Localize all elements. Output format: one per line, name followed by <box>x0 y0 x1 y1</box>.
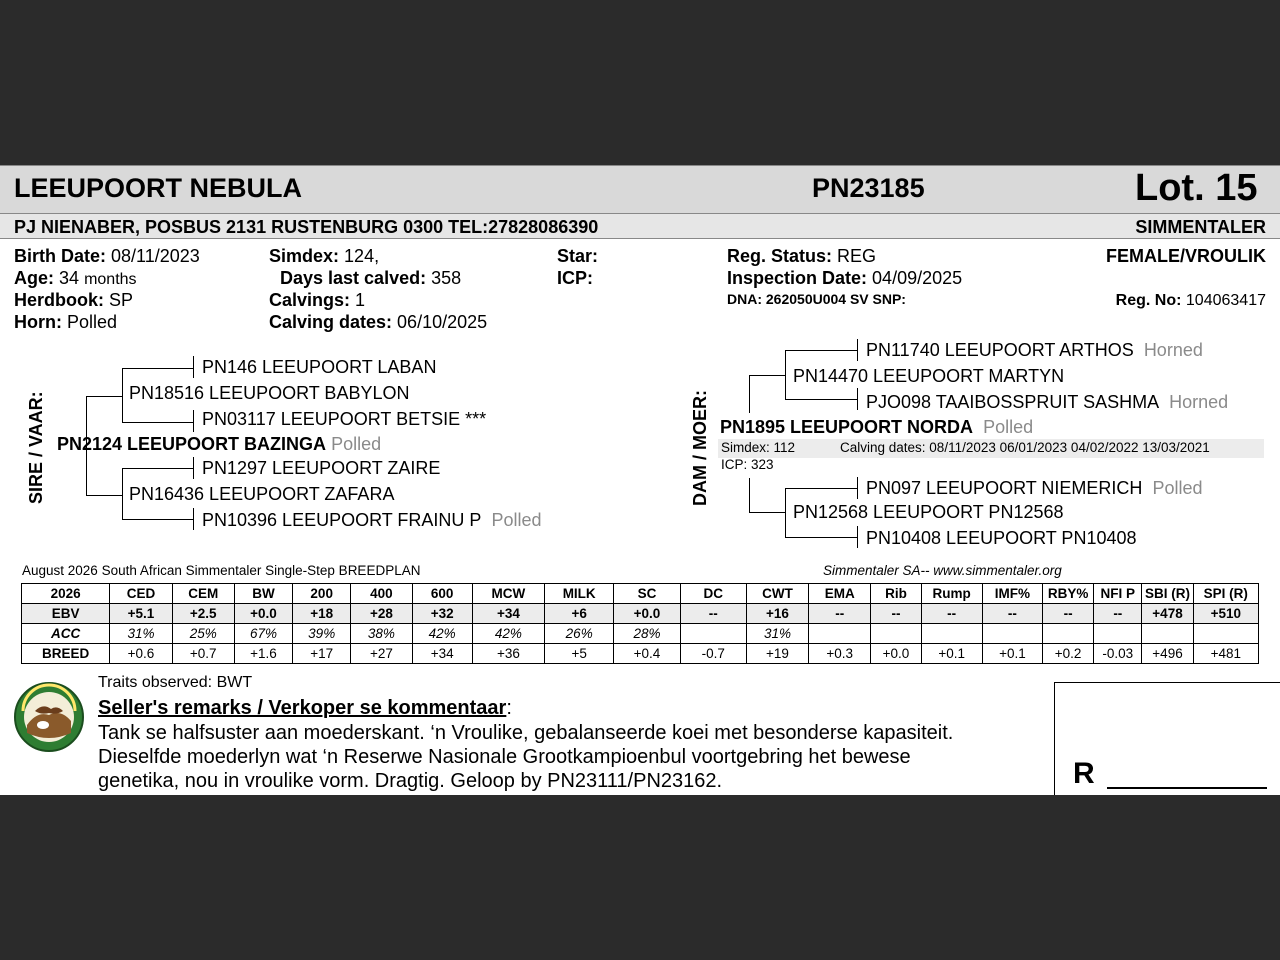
acc-cell <box>921 624 982 644</box>
sex: FEMALE/VROULIK <box>1106 246 1266 266</box>
traits-observed: Traits observed: BWT <box>98 674 253 691</box>
reg-status: Reg. Status: REG <box>727 246 877 266</box>
remarks-heading: Seller's remarks / Verkoper se kommentaar: <box>98 697 512 719</box>
remarks-line-1: Tank se halfsuster aan moederskant. ‘n Vroulike, gebalanseerde koei met besonderse kapasiteit. <box>98 722 954 744</box>
breed-cell: +0.2 <box>1043 644 1094 664</box>
breed-cell: +34 <box>412 644 472 664</box>
breed-cell: +1.6 <box>234 644 292 664</box>
dam-simdex: Simdex: 112 <box>721 440 796 455</box>
acc-cell: 42% <box>412 624 472 644</box>
breed-row-label: BREED <box>22 644 110 664</box>
simdex: Simdex: 124, <box>269 246 380 266</box>
acc-cell <box>680 624 746 644</box>
ebv-col-header: SBI (R) <box>1142 584 1193 604</box>
ebv-col-header: BW <box>234 584 292 604</box>
sire-dam: PN16436 LEEUPOORT ZAFARA <box>129 484 395 504</box>
acc-cell <box>871 624 921 644</box>
breed-row <box>22 644 1259 664</box>
ebv-cell: -- <box>871 604 921 624</box>
ebv-col-header: MCW <box>472 584 544 604</box>
ebv-col-header: CWT <box>746 584 808 604</box>
bid-box[interactable] <box>1054 682 1280 795</box>
ebv-col-header: Rib <box>871 584 921 604</box>
remarks-line-3: genetika, nou in vroulike vorm. Dragtig. Geloop by PN23111/PN23162. <box>98 770 723 792</box>
ebv-cell: +510 <box>1193 604 1258 624</box>
sire-sire: PN18516 LEEUPOORT BABYLON <box>129 383 410 403</box>
ebv-cell: +0.0 <box>614 604 680 624</box>
acc-cell <box>1142 624 1193 644</box>
acc-cell: 26% <box>545 624 614 644</box>
ebv-row <box>22 604 1259 624</box>
sire: PN2124 LEEUPOORT BAZINGA Polled <box>57 434 382 454</box>
acc-cell <box>1043 624 1094 644</box>
ebv-col-header: 600 <box>412 584 472 604</box>
ebv-col-header: Rump <box>921 584 982 604</box>
ebv-header-row <box>22 584 1259 604</box>
ebv-table <box>21 583 1259 664</box>
breed-cell: +0.1 <box>921 644 982 664</box>
ebv-cell: +478 <box>1142 604 1193 624</box>
sire-label: SIRE / VAAR: <box>26 391 46 504</box>
breed-cell: +481 <box>1193 644 1258 664</box>
ebv-col-header: IMF% <box>982 584 1042 604</box>
dam-icp: ICP: 323 <box>721 457 774 472</box>
sire-dam-sire: PN1297 LEEUPOORT ZAIRE <box>202 458 441 478</box>
dam: PN1895 LEEUPOORT NORDA Polled <box>720 417 1034 437</box>
ebv-cell: -- <box>1094 604 1142 624</box>
calving-dates: Calving dates: 06/10/2025 <box>269 312 488 332</box>
ebv-col-header: SC <box>614 584 680 604</box>
acc-cell: 39% <box>293 624 351 644</box>
ebv-col-header: EMA <box>809 584 871 604</box>
bid-currency-label: R <box>1073 757 1095 790</box>
animal-name: LEEUPOORT NEBULA <box>14 173 303 203</box>
ebv-cell: +32 <box>412 604 472 624</box>
acc-cell: 25% <box>172 624 234 644</box>
breed-cell: +27 <box>351 644 412 664</box>
ebv-cell: -- <box>982 604 1042 624</box>
ebv-col-header: CEM <box>172 584 234 604</box>
remarks-line-2: Dieselfde moederlyn wat ‘n Reserwe Nasionale Grootkampioenbul voortgebring het bewese <box>98 746 911 768</box>
ebv-col-header: MILK <box>545 584 614 604</box>
bid-amount-line[interactable] <box>1107 787 1267 789</box>
acc-row-label: ACC <box>22 624 110 644</box>
breed-cell: +19 <box>746 644 808 664</box>
breed-cell: +0.3 <box>809 644 871 664</box>
reg-no: Reg. No: 104063417 <box>1115 292 1266 309</box>
birth-date: Birth Date: 08/11/2023 <box>14 246 200 266</box>
acc-cell: 67% <box>234 624 292 644</box>
acc-cell <box>1094 624 1142 644</box>
acc-cell: 31% <box>746 624 808 644</box>
ebv-col-header: CED <box>110 584 172 604</box>
ebv-cell: -- <box>1043 604 1094 624</box>
age: Age: 34 months <box>14 268 137 288</box>
breed-cell: +5 <box>545 644 614 664</box>
dam-label: DAM / MOER: <box>690 390 710 506</box>
acc-row <box>22 624 1259 644</box>
ebv-col-header: SPI (R) <box>1193 584 1258 604</box>
acc-cell <box>982 624 1042 644</box>
ebv-col-header: NFI P <box>1094 584 1142 604</box>
ebv-col-header: RBY% <box>1043 584 1094 604</box>
dam-sire-dam: PJO098 TAAIBOSSPRUIT SASHMA Horned <box>866 392 1229 412</box>
ebv-cell: -- <box>921 604 982 624</box>
icp: ICP: <box>557 268 593 288</box>
inspection-date: Inspection Date: 04/09/2025 <box>727 268 963 288</box>
breeder-info: PJ NIENABER, POSBUS 2131 RUSTENBURG 0300 TEL:27828086390 <box>14 217 599 237</box>
ebv-col-header: DC <box>680 584 746 604</box>
breed-cell: +496 <box>1142 644 1193 664</box>
breed-cell: +0.7 <box>172 644 234 664</box>
dna: DNA: 262050U004 SV SNP: <box>727 291 906 307</box>
dam-calving-dates: Calving dates: 08/11/2023 06/01/2023 04/02/2022 13/03/2021 <box>840 440 1210 455</box>
ebv-cell: +16 <box>746 604 808 624</box>
breedplan-source: Simmentaler SA-- www.simmentaler.org <box>823 563 1062 578</box>
ebv-cell: +18 <box>293 604 351 624</box>
ebv-cell: -- <box>809 604 871 624</box>
dam-dam: PN12568 LEEUPOORT PN12568 <box>793 502 1064 522</box>
calvings: Calvings: 1 <box>269 290 366 310</box>
ebv-col-header: 400 <box>351 584 412 604</box>
acc-cell <box>1193 624 1258 644</box>
ebv-cell: +6 <box>545 604 614 624</box>
ebv-cell: +0.0 <box>234 604 292 624</box>
simmentaler-logo-icon <box>13 681 85 753</box>
dam-dam-dam: PN10408 LEEUPOORT PN10408 <box>866 528 1137 548</box>
horn: Horn: Polled <box>14 312 118 332</box>
ebv-col-header-row-label: 2026 <box>22 584 110 604</box>
breed-cell: +0.1 <box>982 644 1042 664</box>
breed-name: SIMMENTALER <box>1135 217 1266 237</box>
star: Star: <box>557 246 599 266</box>
dam-sire: PN14470 LEEUPOORT MARTYN <box>793 366 1065 386</box>
acc-cell: 28% <box>614 624 680 644</box>
acc-cell: 31% <box>110 624 172 644</box>
ebv-cell: +28 <box>351 604 412 624</box>
reg-code: PN23185 <box>812 173 925 203</box>
acc-cell: 42% <box>472 624 544 644</box>
breedplan-title: August 2026 South African Simmentaler Single-Step BREEDPLAN <box>22 563 421 578</box>
breed-cell: +36 <box>472 644 544 664</box>
ebv-cell: +5.1 <box>110 604 172 624</box>
breed-cell: +0.6 <box>110 644 172 664</box>
dam-sire-sire: PN11740 LEEUPOORT ARTHOS Horned <box>866 340 1203 360</box>
lot-number: Lot. 15 <box>1135 167 1258 209</box>
sire-sire-dam: PN03117 LEEUPOORT BETSIE *** <box>202 409 487 429</box>
dam-dam-sire: PN097 LEEUPOORT NIEMERICH Polled <box>866 478 1203 498</box>
ebv-cell: +34 <box>472 604 544 624</box>
ebv-cell: +2.5 <box>172 604 234 624</box>
herdbook: Herdbook: SP <box>14 290 134 310</box>
sire-dam-dam: PN10396 LEEUPOORT FRAINU P Polled <box>202 510 542 530</box>
sire-sire-sire: PN146 LEEUPOORT LABAN <box>202 357 437 377</box>
breed-cell: +0.0 <box>871 644 921 664</box>
ebv-row-label: EBV <box>22 604 110 624</box>
days-last-calved: Days last calved: 358 <box>280 268 462 288</box>
ebv-col-header: 200 <box>293 584 351 604</box>
lot-card <box>0 165 1280 795</box>
ebv-cell: -- <box>680 604 746 624</box>
breed-cell: -0.7 <box>680 644 746 664</box>
breed-cell: +17 <box>293 644 351 664</box>
acc-cell <box>809 624 871 644</box>
breed-cell: -0.03 <box>1094 644 1142 664</box>
acc-cell: 38% <box>351 624 412 644</box>
breed-cell: +0.4 <box>614 644 680 664</box>
